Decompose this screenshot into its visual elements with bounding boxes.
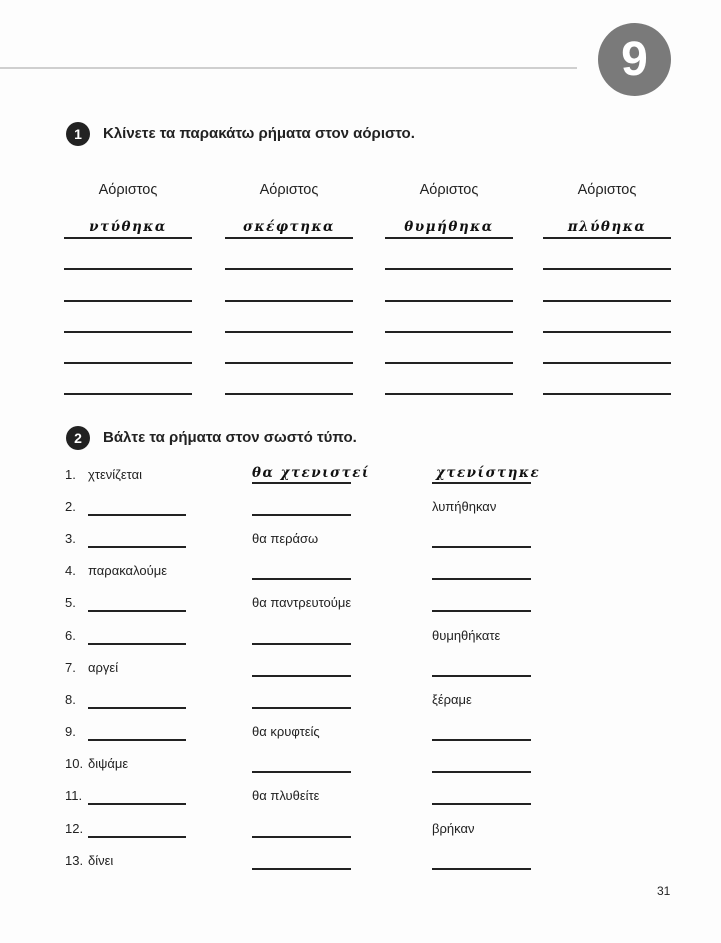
answer-blank-present[interactable] bbox=[88, 610, 186, 612]
column-header: Αόριστος bbox=[577, 182, 637, 198]
answer-blank bbox=[225, 237, 353, 239]
answer-blank-aorist[interactable] bbox=[432, 868, 531, 870]
item-number: 1. bbox=[65, 467, 76, 482]
future-form: θα κρυφτείς bbox=[252, 724, 320, 739]
item-number: 9. bbox=[65, 724, 76, 739]
future-form: θα περάσω bbox=[252, 531, 319, 546]
answer-blank[interactable] bbox=[64, 331, 192, 333]
answer-blank-present[interactable] bbox=[88, 836, 186, 838]
answer-blank-future[interactable] bbox=[252, 868, 351, 870]
answer-blank[interactable] bbox=[225, 331, 353, 333]
answer-blank-future[interactable] bbox=[252, 675, 351, 677]
answer-blank-aorist[interactable] bbox=[432, 771, 531, 773]
exercise-1-number: 1 bbox=[66, 122, 90, 146]
example-answer: σκέφτηκα bbox=[243, 219, 335, 235]
future-form: θα παντρευτούμε bbox=[252, 595, 352, 610]
exercise-2-instruction: Βάλτε τα ρήματα στον σωστό τύπο. bbox=[103, 429, 357, 446]
answer-blank-aorist[interactable] bbox=[432, 578, 531, 580]
answer-blank-present[interactable] bbox=[88, 643, 186, 645]
answer-blank[interactable] bbox=[543, 362, 671, 364]
present-form: αργεί bbox=[88, 660, 119, 675]
column-header: Αόριστος bbox=[259, 182, 319, 198]
answer-blank[interactable] bbox=[225, 362, 353, 364]
item-number: 7. bbox=[65, 660, 76, 675]
item-number: 2. bbox=[65, 499, 76, 514]
exercise-1-instruction: Κλίνετε τα παρακάτω ρήματα στον αόριστο. bbox=[103, 125, 415, 142]
present-form: δίνει bbox=[88, 853, 114, 868]
aorist-form: ξέραμε bbox=[432, 692, 472, 707]
answer-blank-future[interactable] bbox=[252, 707, 351, 709]
answer-blank-aorist[interactable] bbox=[432, 739, 531, 741]
answer-blank-future[interactable] bbox=[252, 578, 351, 580]
example-underline bbox=[252, 482, 351, 484]
example-answer: πλύθηκα bbox=[567, 219, 647, 235]
answer-blank-aorist[interactable] bbox=[432, 803, 531, 805]
answer-blank-future[interactable] bbox=[252, 836, 351, 838]
item-number: 8. bbox=[65, 692, 76, 707]
answer-blank[interactable] bbox=[64, 300, 192, 302]
present-form: παρακαλούμε bbox=[88, 563, 167, 578]
column-header: Αόριστος bbox=[419, 182, 479, 198]
unit-number-badge: 9 bbox=[598, 23, 671, 96]
answer-blank-present[interactable] bbox=[88, 803, 186, 805]
answer-blank bbox=[543, 237, 671, 239]
aorist-form: θυμηθήκατε bbox=[432, 628, 501, 643]
answer-blank[interactable] bbox=[543, 300, 671, 302]
answer-blank[interactable] bbox=[385, 300, 513, 302]
answer-blank bbox=[385, 237, 513, 239]
answer-blank-future[interactable] bbox=[252, 514, 351, 516]
item-number: 4. bbox=[65, 563, 76, 578]
answer-blank[interactable] bbox=[543, 393, 671, 395]
exercise-2-number: 2 bbox=[66, 426, 90, 450]
item-number: 13. bbox=[65, 853, 84, 868]
answer-blank[interactable] bbox=[385, 268, 513, 270]
answer-blank-aorist[interactable] bbox=[432, 546, 531, 548]
example-future: θα χτενιστεί bbox=[252, 465, 370, 481]
answer-blank-future[interactable] bbox=[252, 643, 351, 645]
present-form: διψάμε bbox=[88, 756, 129, 771]
aorist-form: λυπήθηκαν bbox=[432, 499, 497, 514]
answer-blank-future[interactable] bbox=[252, 771, 351, 773]
column-header: Αόριστος bbox=[98, 182, 158, 198]
answer-blank-present[interactable] bbox=[88, 739, 186, 741]
item-number: 10. bbox=[65, 756, 84, 771]
answer-blank-aorist[interactable] bbox=[432, 610, 531, 612]
answer-blank[interactable] bbox=[64, 362, 192, 364]
answer-blank[interactable] bbox=[225, 268, 353, 270]
example-aorist: χτενίστηκε bbox=[436, 465, 541, 481]
answer-blank[interactable] bbox=[225, 393, 353, 395]
item-number: 12. bbox=[65, 821, 84, 836]
answer-blank[interactable] bbox=[385, 331, 513, 333]
item-number: 3. bbox=[65, 531, 76, 546]
answer-blank-present[interactable] bbox=[88, 514, 186, 516]
item-number: 5. bbox=[65, 595, 76, 610]
answer-blank-aorist[interactable] bbox=[432, 675, 531, 677]
example-answer: ντύθηκα bbox=[89, 219, 167, 235]
answer-blank[interactable] bbox=[225, 300, 353, 302]
item-number: 6. bbox=[65, 628, 76, 643]
answer-blank[interactable] bbox=[64, 268, 192, 270]
answer-blank[interactable] bbox=[543, 268, 671, 270]
answer-blank[interactable] bbox=[385, 393, 513, 395]
example-answer: θυμήθηκα bbox=[404, 219, 494, 235]
answer-blank[interactable] bbox=[385, 362, 513, 364]
item-number: 11. bbox=[65, 788, 83, 803]
future-form: θα πλυθείτε bbox=[252, 788, 320, 803]
example-underline bbox=[64, 237, 192, 239]
header-rule bbox=[0, 67, 577, 69]
present-form: χτενίζεται bbox=[88, 467, 143, 482]
answer-blank[interactable] bbox=[543, 331, 671, 333]
answer-blank-present[interactable] bbox=[88, 707, 186, 709]
page-number: 31 bbox=[657, 884, 671, 898]
example-underline bbox=[432, 482, 531, 484]
answer-blank-present[interactable] bbox=[88, 546, 186, 548]
answer-blank[interactable] bbox=[64, 393, 192, 395]
aorist-form: βρήκαν bbox=[432, 821, 475, 836]
